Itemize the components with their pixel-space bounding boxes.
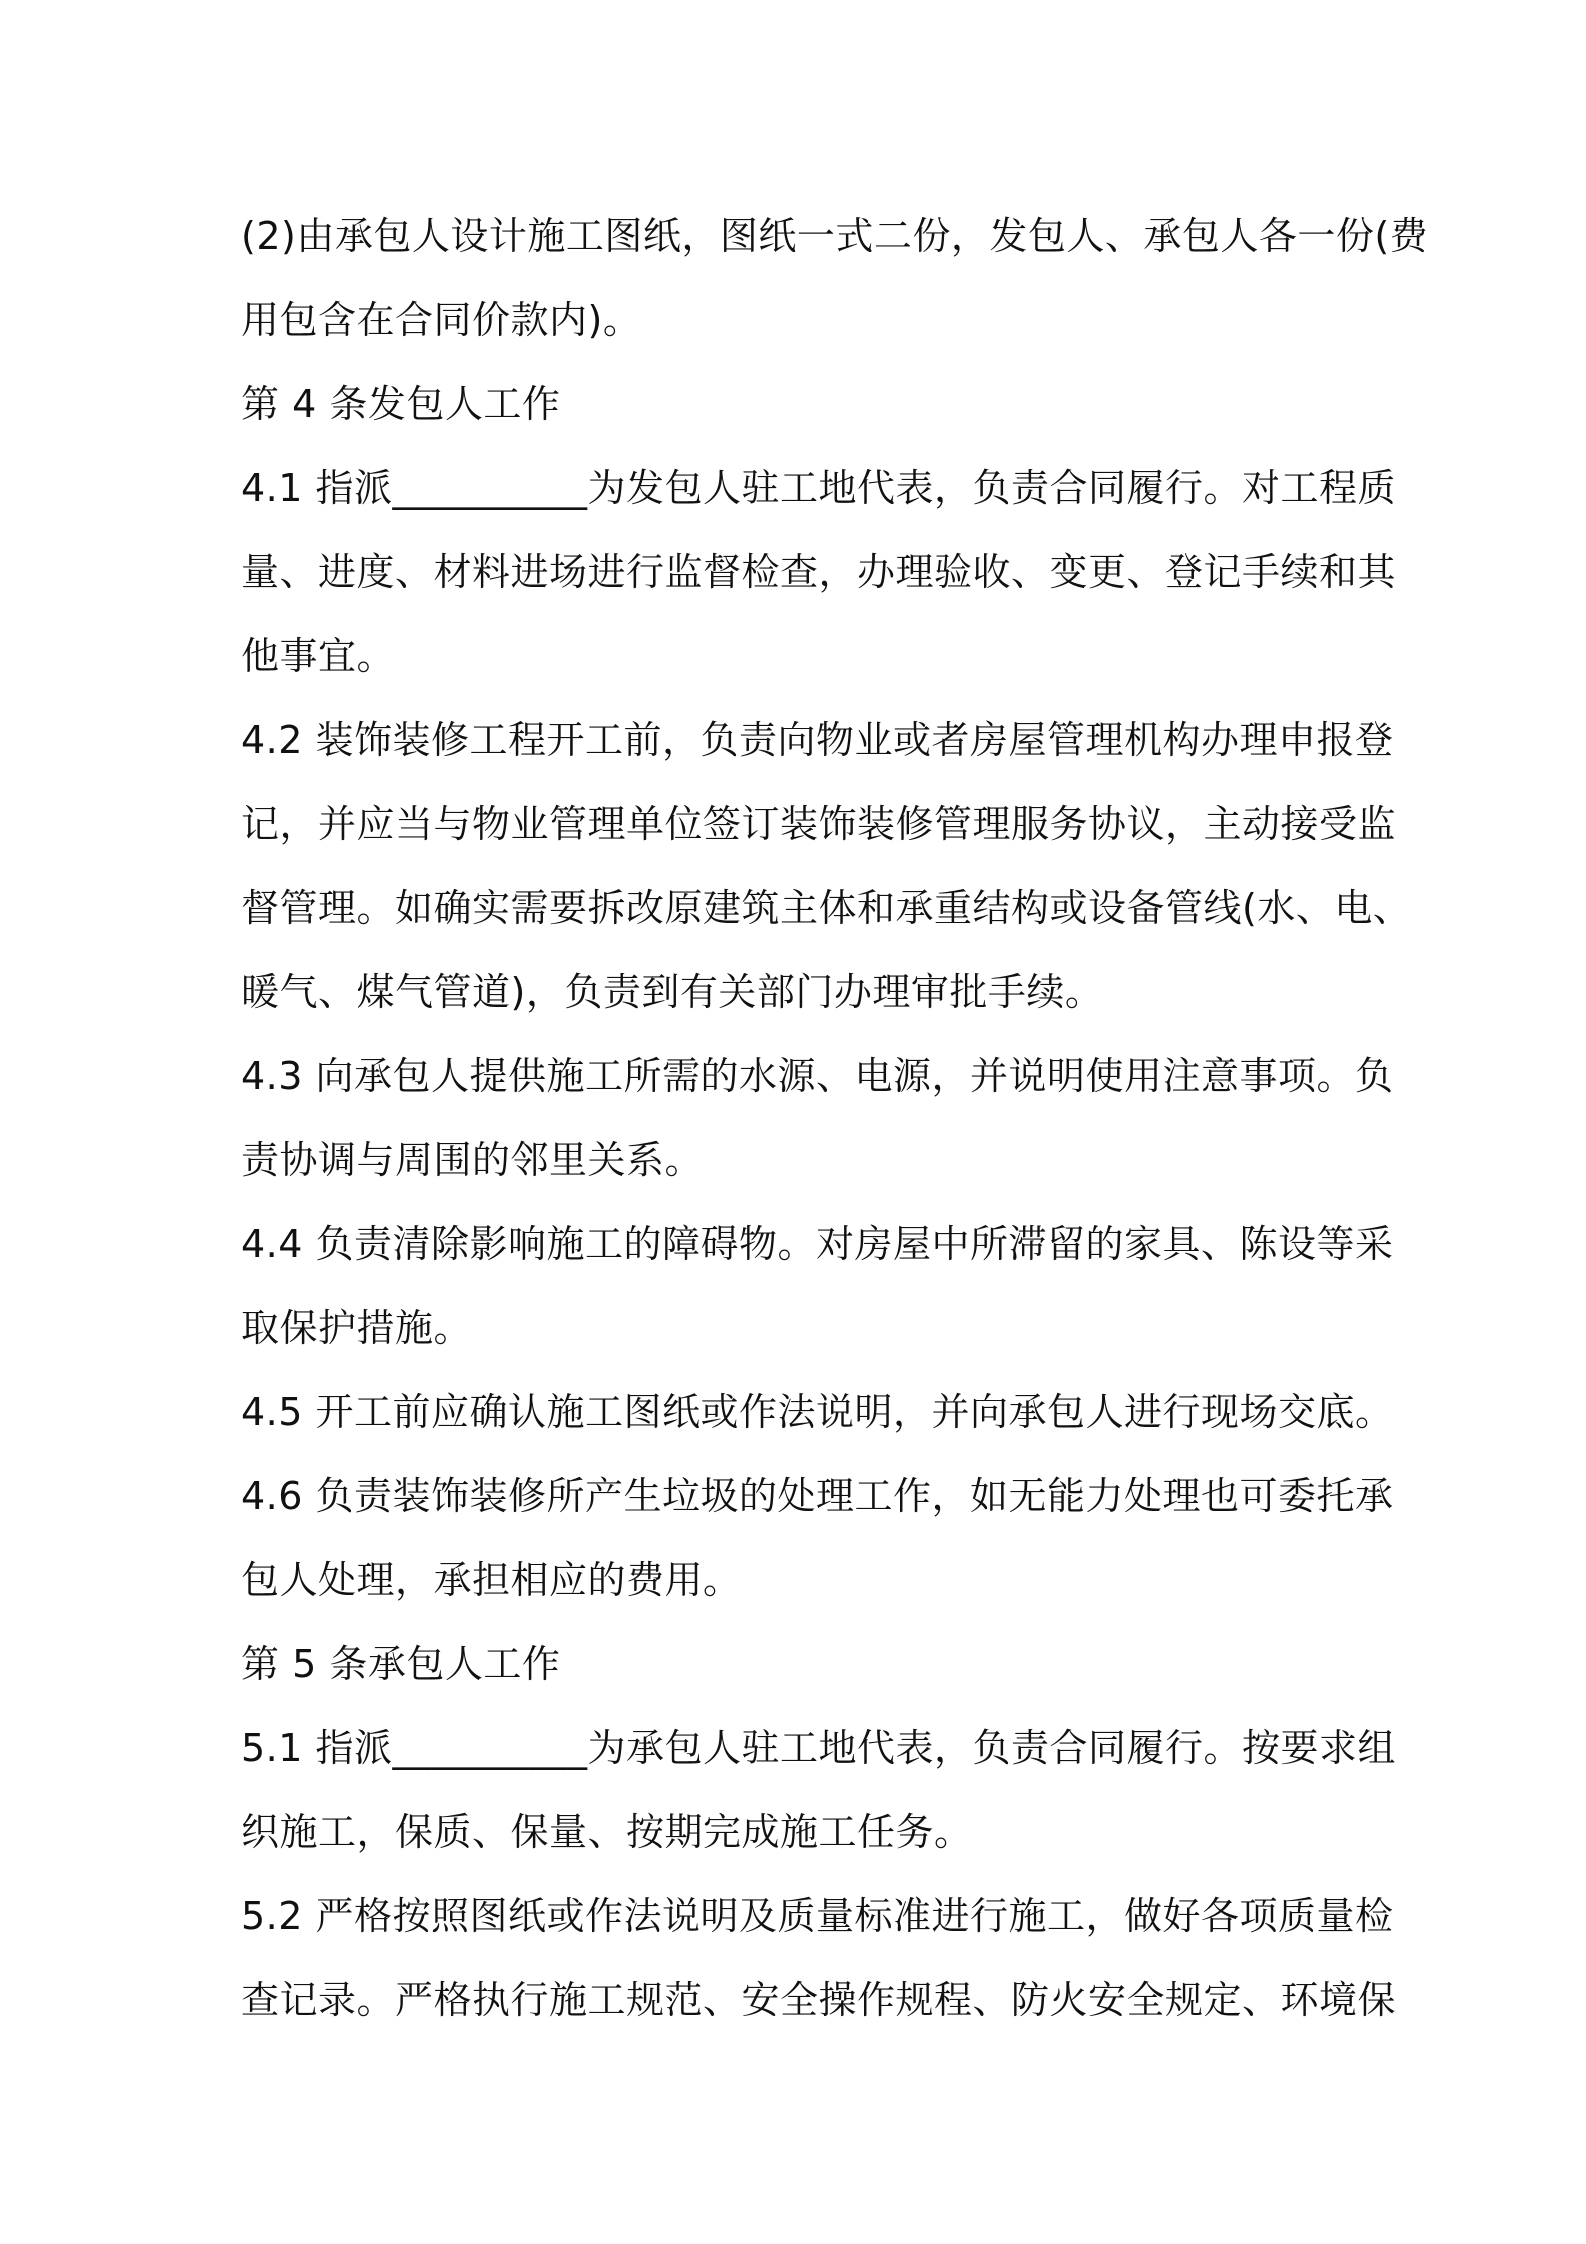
text-line: 用包含在合同价款内)。 [241, 298, 642, 342]
text-line: 量、进度、材料进场进行监督检查，办理验收、变更、登记手续和其 [241, 550, 1397, 594]
text-line: 取保护措施。 [241, 1306, 473, 1350]
text-line: 4.1 指派__________为发包人驻工地代表，负责合同履行。对工程质 [241, 466, 1397, 510]
text-line: 督管理。如确实需要拆改原建筑主体和承重结构或设备管线(水、电、 [241, 886, 1412, 930]
text-line: 查记录。严格执行施工规范、安全操作规程、防火安全规定、环境保 [241, 1978, 1397, 2022]
text-line: 4.2 装饰装修工程开工前，负责向物业或者房屋管理机构办理申报登 [241, 718, 1394, 762]
text-line: 4.3 向承包人提供施工所需的水源、电源，并说明使用注意事项。负 [241, 1054, 1394, 1098]
text-line: 他事宜。 [241, 634, 396, 678]
text-line: 5.2 严格按照图纸或作法说明及质量标准进行施工，做好各项质量检 [241, 1894, 1394, 1938]
text-line: 记，并应当与物业管理单位签订装饰装修管理服务协议，主动接受监 [241, 802, 1397, 846]
text-line: 4.5 开工前应确认施工图纸或作法说明，并向承包人进行现场交底。 [241, 1390, 1394, 1434]
text-line: 4.6 负责装饰装修所产生垃圾的处理工作，如无能力处理也可委托承 [241, 1474, 1394, 1518]
text-line: 责协调与周围的邻里关系。 [241, 1138, 704, 1182]
text-line: 织施工，保质、保量、按期完成施工任务。 [241, 1810, 973, 1854]
text-line: 暖气、煤气管道)，负责到有关部门办理审批手续。 [241, 970, 1104, 1014]
document-body [241, 194, 1429, 2042]
text-line: (2)由承包人设计施工图纸，图纸一式二份，发包人、承包人各一份(费 [241, 214, 1429, 258]
text-line: 5.1 指派__________为承包人驻工地代表，负责合同履行。按要求组 [241, 1726, 1397, 1770]
text-line: 包人处理，承担相应的费用。 [241, 1558, 742, 1602]
section-heading: 第 5 条承包人工作 [241, 1642, 561, 1686]
section-heading: 第 4 条发包人工作 [241, 382, 561, 426]
text-line: 4.4 负责清除影响施工的障碍物。对房屋中所滞留的家具、陈设等采 [241, 1222, 1394, 1266]
